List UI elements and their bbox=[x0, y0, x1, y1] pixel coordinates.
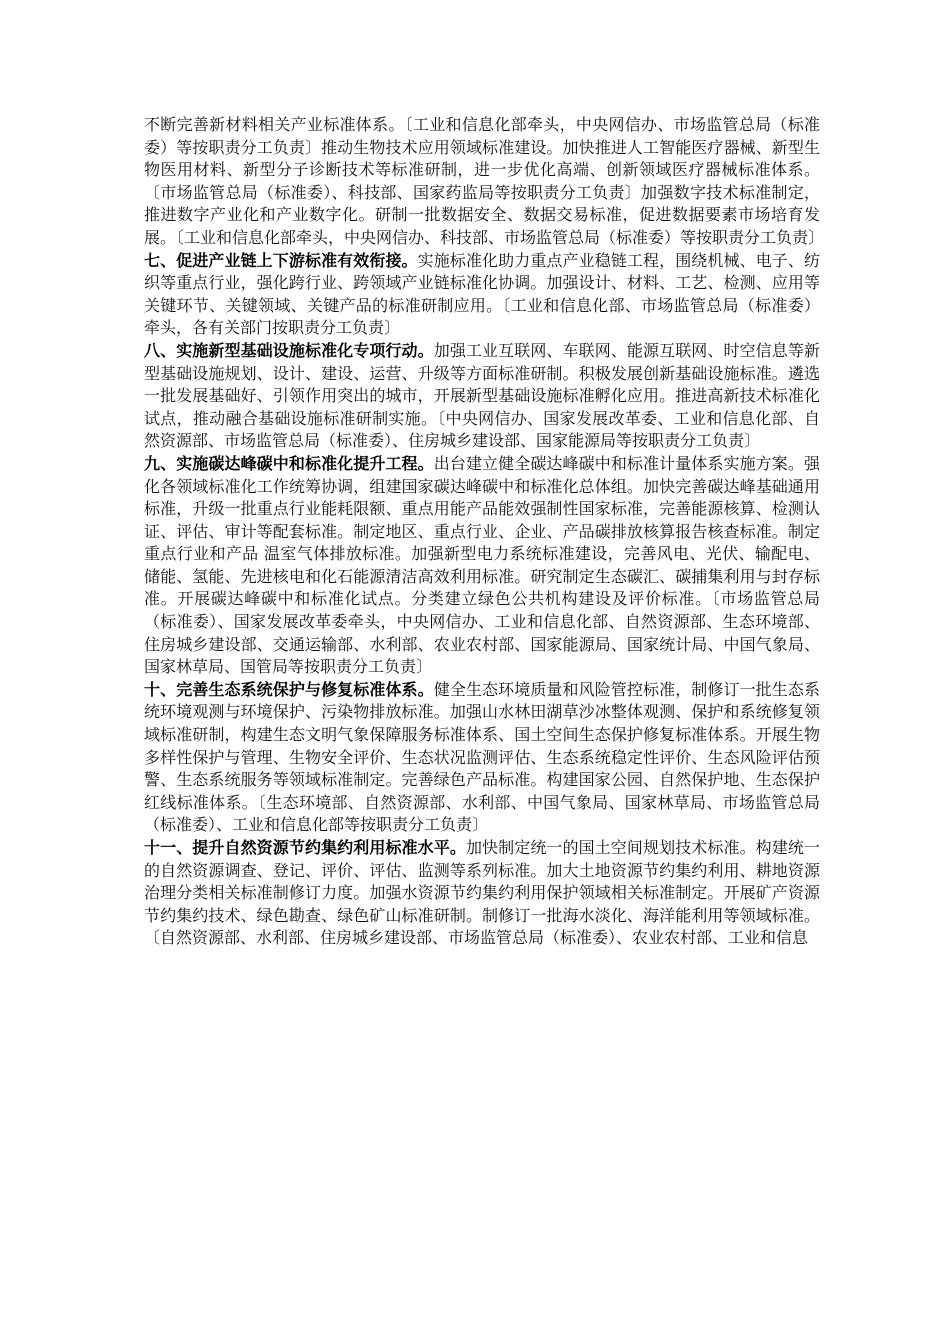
paragraph-text: 加强工业互联网、车联网、能源互联网、时空信息等新型基础设施规划、设计、建设、运营、升级等方面标准研制。积极发展创新基础设施标准。遴选一批发展基础好、引领作用突出的城市，开展新型基础设施标准孵化应用。推进高新技术标准化试点，推动融合基础设施标准研制实施。〔中央网信办、国家发展改革委、工业和信息化部、自然资源部、市场监管总局（标准委）、住房城乡建设部、国家能源局等按职责分工负责〕 bbox=[144, 340, 820, 451]
section-heading: 八、实施新型基础设施标准化专项行动。 bbox=[144, 340, 434, 360]
section-heading: 十、完善生态系统保护与修复标准体系。 bbox=[144, 679, 434, 699]
paragraph-1 bbox=[144, 114, 825, 250]
section-heading: 十一、提升自然资源节约集约利用标准水平。 bbox=[144, 838, 466, 857]
paragraph-4 bbox=[144, 453, 820, 679]
document-page bbox=[144, 114, 825, 950]
paragraph-text: 加快制定统一的国土空间规划技术标准。构建统一的自然资源调查、登记、评价、评估、监测等系列标准。加大土地资源节约集约利用、耕地资源治理分类相关标准制修订力度。加强水资源节约集约利用保护领域相关标准制定。开展矿产资源节约集约技术、绿色勘查、绿色矿山标准研制。制修订一批海水淡化、海洋能利用等领域标准。〔自然资源部、水利部、住房城乡建设部、市场监管总局（标准委）、农业农村部、工业和信息 bbox=[144, 838, 820, 948]
paragraph-3 bbox=[144, 340, 820, 453]
paragraph-text: 不断完善新材料相关产业标准体系。〔工业和信息化部牵头，中央网信办、市场监管总局（标准委）等按职责分工负责〕推动生物技术应用领域标准建设。加快推进人工智能医疗器械、新型生物医用材料、新型分子诊断技术等标准研制，进一步优化高端、创新领域医疗器械标准体系。〔市场监管总局（标准委）、科技部、国家药监局等按职责分工负责〕加强数字技术标准制定，推进数字产业化和产业数字化。研制一批数据安全、数据交易标准，促进数据要素市场培育发展。〔工业和信息化部牵头，中央网信办、科技部、市场监管总局（标准委）等按职责分工负责〕 bbox=[144, 115, 825, 247]
section-heading: 九、实施碳达峰碳中和标准化提升工程。 bbox=[144, 453, 434, 473]
paragraph-text: 健全生态环境质量和风险管控标准，制修订一批生态系统环境观测与环境保护、污染物排放标准。加强山水林田湖草沙冰整体观测、保护和系统修复领域标准研制，构建生态文明气象保障服务标准体系、国土空间生态保护修复标准体系。开展生物多样性保护与管理、生物安全评价、生态状况监测评估、生态系统稳定性评价、生态风险评估预警、生态系统服务等领域标准制定。完善绿色产品标准。构建国家公园、自然保护地、生态保护红线标准体系。〔生态环境部、自然资源部、水利部、中国气象局、国家林草局、市场监管总局（标准委）、工业和信息化部等按职责分工负责〕 bbox=[144, 679, 820, 835]
paragraph-2 bbox=[144, 250, 820, 340]
section-heading: 七、促进产业链上下游标准有效衔接。 bbox=[144, 250, 418, 270]
paragraph-text: 出台建立健全碳达峰碳中和标准计量体系实施方案。强化各领域标准化工作统筹协调，组建国家碳达峰碳中和标准化总体组。加快完善碳达峰基础通用标准，升级一批重点行业能耗限额、重点用能产品能效强制性国家标准，完善能源核算、检测认证、评估、审计等配套标准。制定地区、重点行业、企业、产品碳排放核算报告核查标准。制定重点行业和产品 温室气体排放标准。加强新型电力系统标准建设，完善风电、光伏、输配电、储能、氢能、先进核电和化石能源清洁高效利用标准。研究制定生态碳汇、碳捕集利用与封存标准。开展碳达峰碳中和标准化试点。分类建立绿色公共机构建设及评价标准。〔市场监管总局（标准委）、国家发展改革委牵头，中央网信办、工业和信息化部、自然资源部、生态环境部、住房城乡建设部、交通运输部、水利部、农业农村部、国家能源局、国家统计局、中国气象局、国家林草局、国管局等按职责分工负责〕 bbox=[144, 453, 820, 677]
paragraph-5 bbox=[144, 679, 820, 837]
paragraph-6 bbox=[144, 837, 820, 950]
paragraph-text: 实施标准化助力重点产业稳链工程，围绕机械、电子、纺织等重点行业，强化跨行业、跨领域产业链标准化协调。加强设计、材料、工艺、检测、应用等关键环节、关键领域、关键产品的标准研制应用。〔工业和信息化部、市场监管总局（标准委）牵头，各有关部门按职责分工负责〕 bbox=[144, 250, 820, 338]
